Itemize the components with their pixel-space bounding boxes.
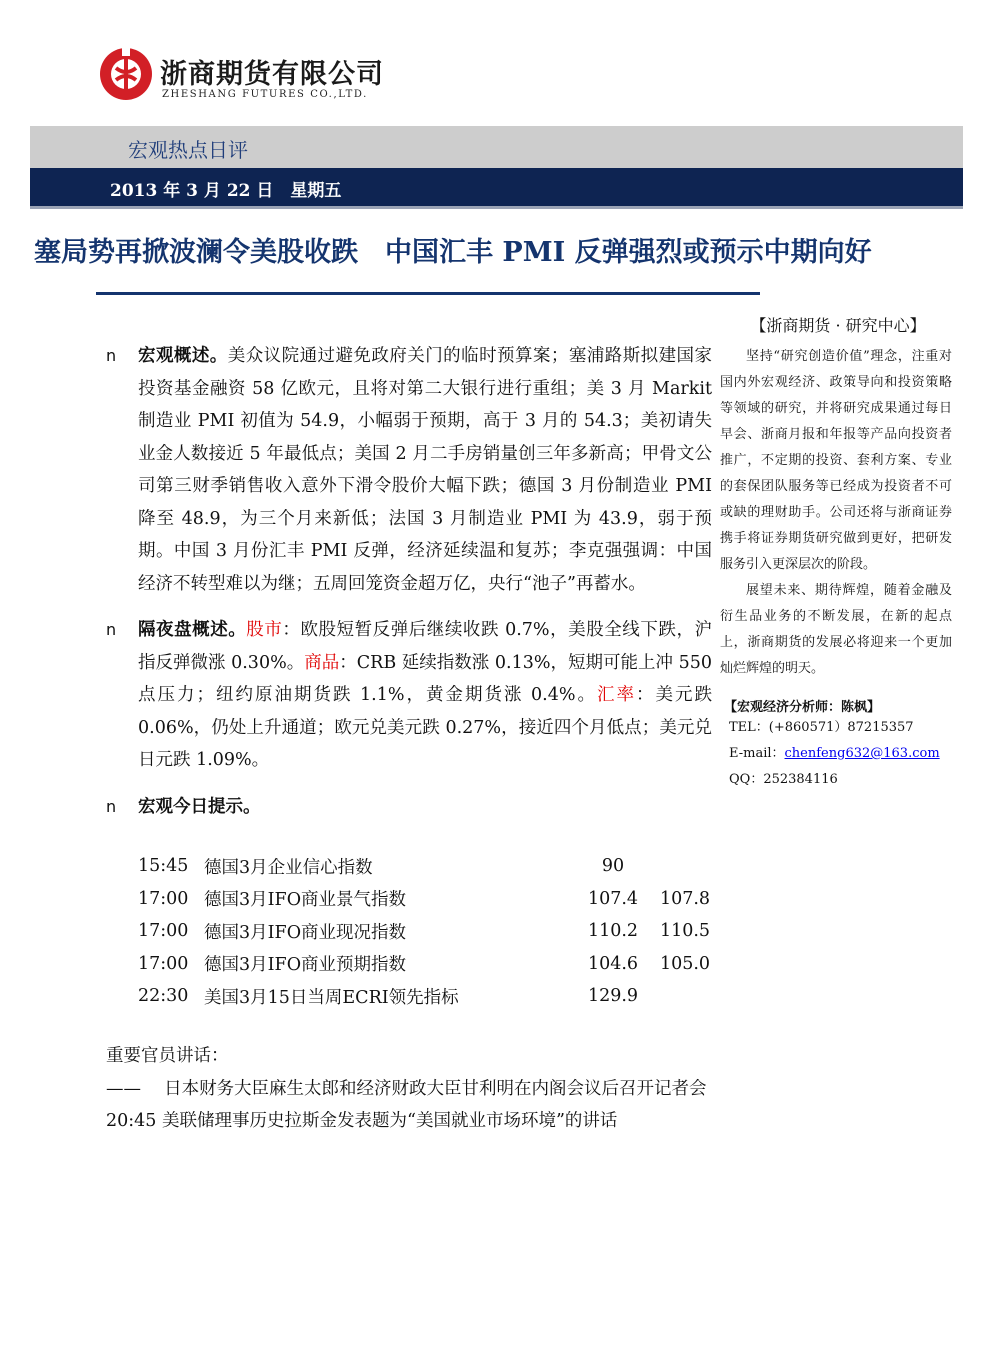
event-value-1: 107.4 — [587, 888, 639, 909]
stock-label: 股市 — [246, 620, 283, 640]
bullet-marker: n — [106, 620, 117, 639]
event-time: 17:00 — [138, 921, 189, 942]
sidebar-paragraph-2: 展望未来、期待辉煌，随着金融及衍生品业务的不断发展，在新的起点上，浙商期货的发展必将迎来一个更加灿烂辉煌的明天。 — [720, 583, 952, 676]
overnight-label: 隔夜盘概述。 — [138, 620, 247, 640]
bullet-marker: n — [106, 346, 117, 365]
contact-tel: TEL：(+860571）87215357 — [729, 720, 914, 735]
headline-rule — [96, 292, 760, 295]
table-row — [138, 948, 720, 981]
event-name: 德国3月IFO商业景气指数 — [204, 890, 407, 911]
event-value-2: 107.8 — [659, 888, 711, 909]
speech-item: —— 日本财务大臣麻生太郎和经济财政大臣甘利明在内阁会议后召开记者会 — [106, 1078, 707, 1099]
contact-info — [729, 715, 952, 793]
event-time: 15:45 — [138, 856, 189, 877]
sidebar-title: 【浙商期货 · 研究中心】 — [750, 316, 926, 335]
event-time: 17:00 — [138, 888, 189, 909]
table-row — [138, 850, 720, 883]
event-name: 德国3月IFO商业预期指数 — [204, 955, 407, 976]
today-label: 宏观今日提示。 — [138, 796, 261, 817]
event-value-1: 129.9 — [587, 986, 639, 1007]
contact-qq: QQ：252384116 — [729, 772, 838, 787]
company-logo — [98, 44, 388, 106]
stock-text: ：欧股短暂反弹后继续收跌 0.7%，美股全线下跌，沪指反弹微涨 0.30%。 — [138, 620, 713, 673]
event-time: 22:30 — [138, 986, 189, 1007]
fx-text: ：美元跌 0.06%，仍处上升通道；欧元兑美元跌 0.27%，接近四个月低点；美元兑日元跌 1.09%。 — [138, 685, 713, 770]
zheshang-logo-icon — [98, 46, 154, 102]
speech-item: 20:45 美联储理事历史拉斯金发表题为“美国就业市场环境”的讲话 — [106, 1111, 618, 1131]
speeches-title: 重要官员讲话： — [106, 1046, 229, 1066]
event-value-1: 110.2 — [587, 921, 639, 942]
company-name-en: ZHESHANG FUTURES CO.,LTD. — [162, 89, 368, 100]
email-link[interactable]: chenfeng632@163.com — [784, 746, 940, 761]
event-name: 美国3月15日当周ECRI领先指标 — [204, 987, 459, 1008]
event-value-1: 90 — [601, 856, 625, 877]
report-date: 2013 年 3 月 22 日 星期五 — [110, 181, 342, 201]
event-value-2 — [650, 850, 720, 883]
analyst-name: 【宏观经济分析师：陈枫】 — [724, 700, 881, 715]
event-value-2 — [650, 980, 720, 1013]
section-overview — [106, 340, 712, 600]
commodity-label: 商品 — [304, 652, 340, 673]
table-row — [138, 980, 720, 1013]
event-name: 德国3月IFO商业现况指数 — [204, 922, 407, 943]
event-time: 17:00 — [138, 953, 189, 974]
section-today — [106, 791, 712, 824]
overview-text: 美众议院通过避免政府关门的临时预算案；塞浦路斯拟建国家投资基金融资 58 亿欧元，且将对第二大银行进行重组；美 3 月 Markit 制造业 PMI 初值为 54.9，小幅弱于预期，高于 3 月的 54.3；美初请失业金人数接近 5 年最低点；美国 2 月二手房销量创三年多新高；甲骨文公司第三财季销售收入意外下滑令股价大幅下跌；德国 3 月份制造业 PMI 降至 48.9，为三个月来新低；法国 3 月制造业 PMI 为 43.9，弱于预期。中国 3 月份汇丰 PMI 反弹，经济延续温和复苏；李克强强调：中国经济不转型难以为继；五周回笼资金超万亿，央行“池子”再蓄水。 — [138, 346, 713, 594]
table-row — [138, 883, 720, 916]
econ-calendar-table — [138, 850, 720, 1013]
fx-label: 汇率 — [597, 685, 637, 705]
company-name-cn: 浙商期货有限公司 — [160, 59, 384, 90]
headline: 塞局势再掀波澜令美股收跌 中国汇丰 PMI 反弹强烈或预示中期向好 — [34, 237, 872, 268]
report-type-band — [30, 126, 963, 168]
commodity-text: ：CRB 延续指数涨 0.13%，短期可能上冲 550 点压力；纽约原油期货跌 1.1%，黄金期货涨 0.4%。 — [138, 652, 713, 705]
event-value-2: 105.0 — [659, 953, 711, 974]
bullet-marker: n — [106, 796, 117, 816]
overview-label: 宏观概述。 — [138, 346, 228, 366]
event-name: 德国3月企业信心指数 — [204, 857, 373, 878]
official-speeches — [106, 1040, 712, 1138]
section-overnight — [106, 614, 712, 777]
sidebar-paragraph-1: 坚持“研究创造价值”理念，注重对国内外宏观经济、政策导向和投资策略等领域的研究，并将研究成果通过每日早会、浙商月报和年报等产品向投资者推广，不定期的投资、套利方案、专业的套保团队服务等已经成为投资者不可或缺的理财助手。公司还将与浙商证券携手将证券期货研究做到更好，把研发服务引入更深层次的阶段。 — [720, 349, 952, 572]
email-label: E-mail： — [729, 746, 785, 761]
event-value-1: 104.6 — [587, 953, 639, 974]
contact-email-row — [729, 741, 952, 767]
header-divider — [30, 206, 963, 209]
table-row — [138, 915, 720, 948]
report-type: 宏观热点日评 — [128, 138, 248, 162]
sidebar-research-center — [720, 313, 952, 793]
date-band — [30, 168, 963, 206]
event-value-2: 110.5 — [659, 921, 711, 942]
main-content — [106, 340, 712, 823]
